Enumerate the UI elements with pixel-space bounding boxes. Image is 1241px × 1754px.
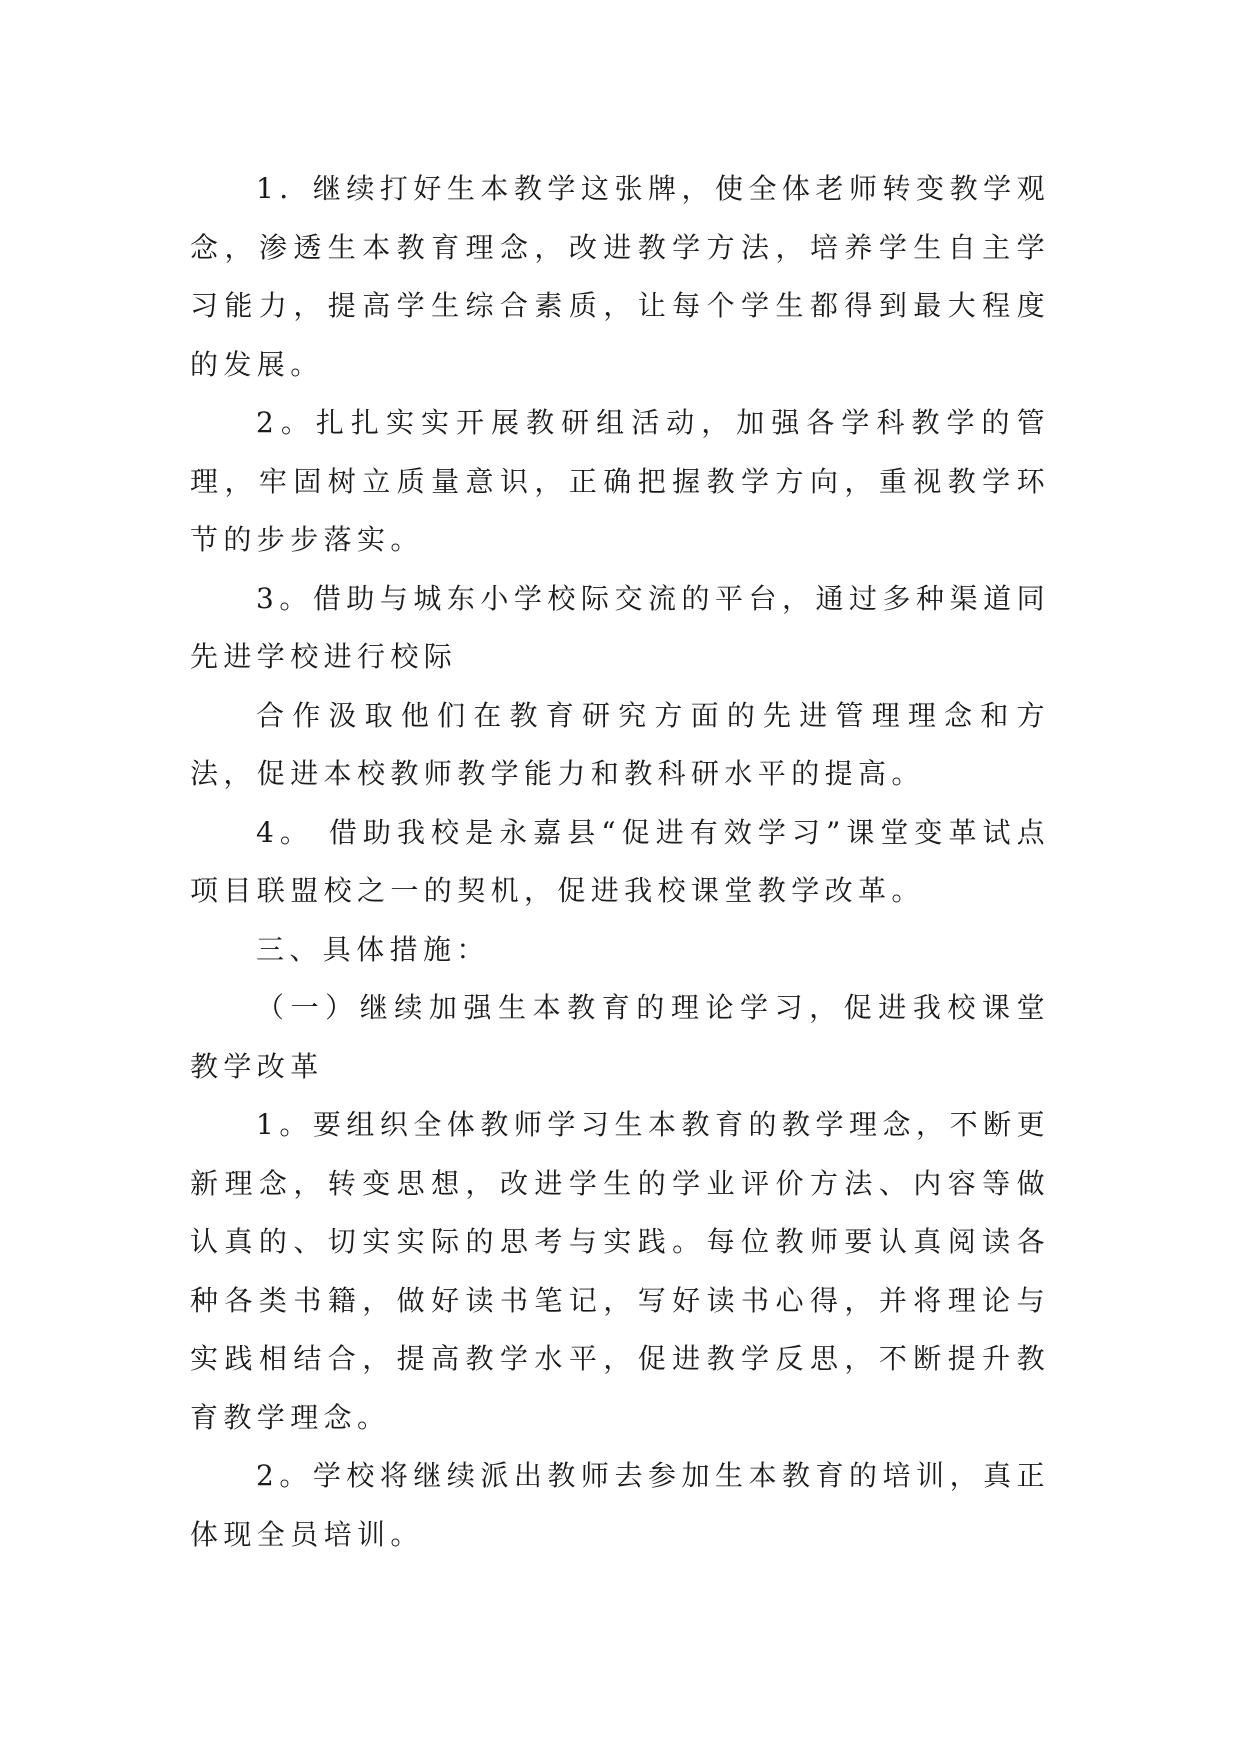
document-body	[190, 160, 1050, 1564]
subsection-heading-1: （一）继续加强生本教育的理论学习，促进我校课堂教学改革	[190, 991, 1050, 1083]
paragraph-measure-2: 2。学校将继续派出教师去参加生本教育的培训，真正体现全员培训。	[190, 1459, 1050, 1551]
paragraph-goal-3: 3。借助与城东小学校际交流的平台，通过多种渠道同先进学校进行校际	[190, 581, 1050, 673]
paragraph-measure-1: 1。要组织全体教师学习生本教育的教学理念，不断更新理念，转变思想，改进学生的学业评价方法、内容等做认真的、切实实际的思考与实践。每位教师要认真阅读各种各类书籍，做好读书笔记，写好读书心得，并将理论与实践相结合，提高教学水平，促进教学反思，不断提升教育教学理念。	[190, 1108, 1050, 1434]
section-heading-measures: 三、具体措施：	[256, 932, 490, 966]
paragraph-goal-1: 1．继续打好生本教学这张牌，使全体老师转变教学观念，渗透生本教育理念，改进教学方法，培养学生自主学习能力，提高学生综合素质，让每个学生都得到最大程度的发展。	[190, 172, 1050, 381]
paragraph-goal-2: 2。扎扎实实开展教研组活动，加强各学科教学的管理，牢固树立质量意识，正确把握教学方向，重视教学环节的步步落实。	[190, 406, 1050, 556]
paragraph-goal-4: 4。 借助我校是永嘉县“促进有效学习”课堂变革试点项目联盟校之一的契机，促进我校课堂教学改革。	[190, 815, 1050, 907]
paragraph-goal-3-continued: 合作汲取他们在教育研究方面的先进管理理念和方法，促进本校教师教学能力和教科研水平的提高。	[190, 698, 1050, 790]
